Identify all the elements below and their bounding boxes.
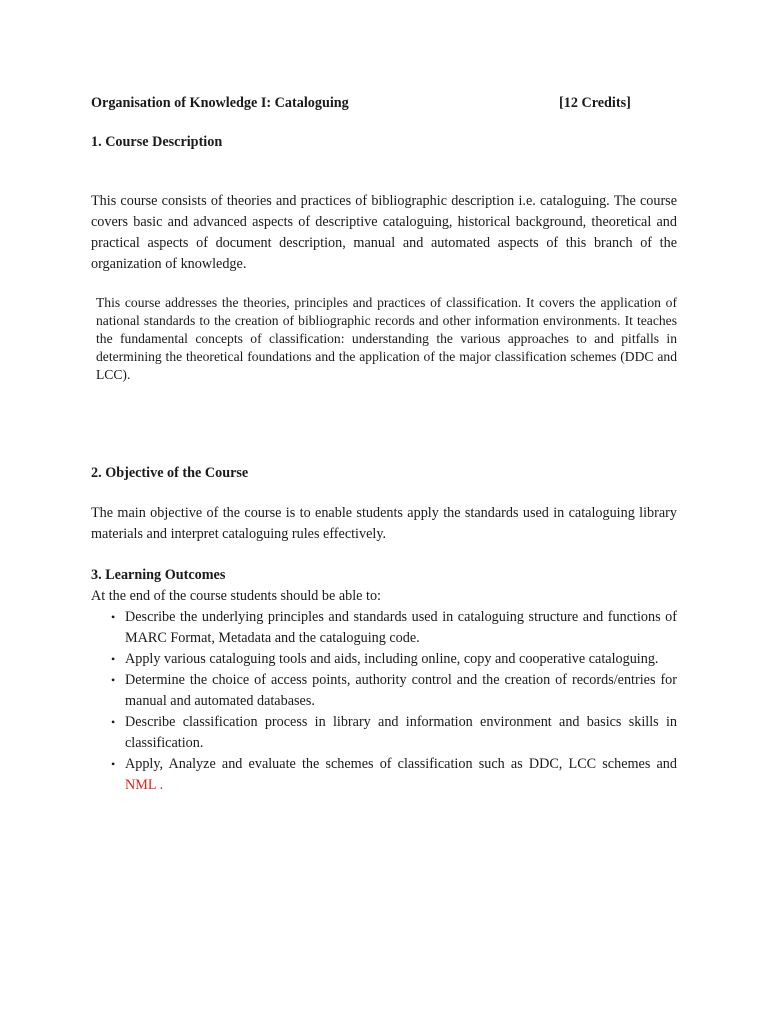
- learning-outcomes-list: [109, 607, 677, 796]
- title-row: [91, 94, 637, 112]
- list-item-text: Apply, Analyze and evaluate the schemes of classification such as DDC, LCC schemes and: [125, 756, 677, 772]
- list-item: [109, 670, 677, 712]
- course-description-paragraph-2: This course addresses the theories, principles and practices of classification. It covers the application of national standards to the creation of bibliographic records and other information environments. It teaches the fundamental concepts of classification: understanding the various approaches to and pitfalls in determining the theoretical foundations and the application of the major classification schemes (DDC and LCC).: [96, 295, 677, 382]
- bullet-icon: •: [111, 610, 116, 624]
- list-item-text: Describe the underlying principles and standards used in cataloguing structure and functions of MARC Format, Metadata and the cataloguing code.: [125, 609, 677, 646]
- bullet-icon: •: [111, 757, 116, 771]
- course-description-paragraph-1: This course consists of theories and practices of bibliographic description i.e. cataloguing. The course covers basic and advanced aspects of descriptive cataloguing, historical background, theoretical and practical aspects of document description, manual and automated aspects of this branch of the organization of knowledge.: [91, 193, 677, 272]
- bullet-icon: •: [111, 673, 116, 687]
- list-item-text: Describe classification process in library and information environment and basics skills in classification.: [125, 714, 677, 751]
- highlighted-text-nml: NML: [125, 777, 157, 793]
- list-item-text: Apply various cataloguing tools and aids, including online, copy and cooperative cataloguing.: [125, 651, 659, 667]
- highlighted-text-tail: .: [156, 777, 164, 793]
- section-heading-objective: 2. Objective of the Course: [91, 465, 249, 481]
- list-item: [109, 754, 677, 796]
- bullet-icon: •: [111, 652, 116, 666]
- list-item-text: Determine the choice of access points, authority control and the creation of records/entries for manual and automated databases.: [125, 672, 677, 709]
- section-heading-course-description: 1. Course Description: [91, 134, 223, 150]
- section-heading-learning-outcomes: 3. Learning Outcomes: [91, 567, 226, 583]
- objective-paragraph: The main objective of the course is to enable students apply the standards used in cataloguing library materials and interpret cataloguing rules effectively.: [91, 505, 677, 542]
- list-item: [109, 607, 677, 649]
- learning-outcomes-intro: At the end of the course students should be able to:: [91, 588, 381, 604]
- credits-label: [12 Credits]: [559, 95, 631, 111]
- list-item: [109, 712, 677, 754]
- document-title: Organisation of Knowledge I: Cataloguing: [91, 95, 349, 111]
- list-item: [109, 649, 677, 670]
- bullet-icon: •: [111, 715, 116, 729]
